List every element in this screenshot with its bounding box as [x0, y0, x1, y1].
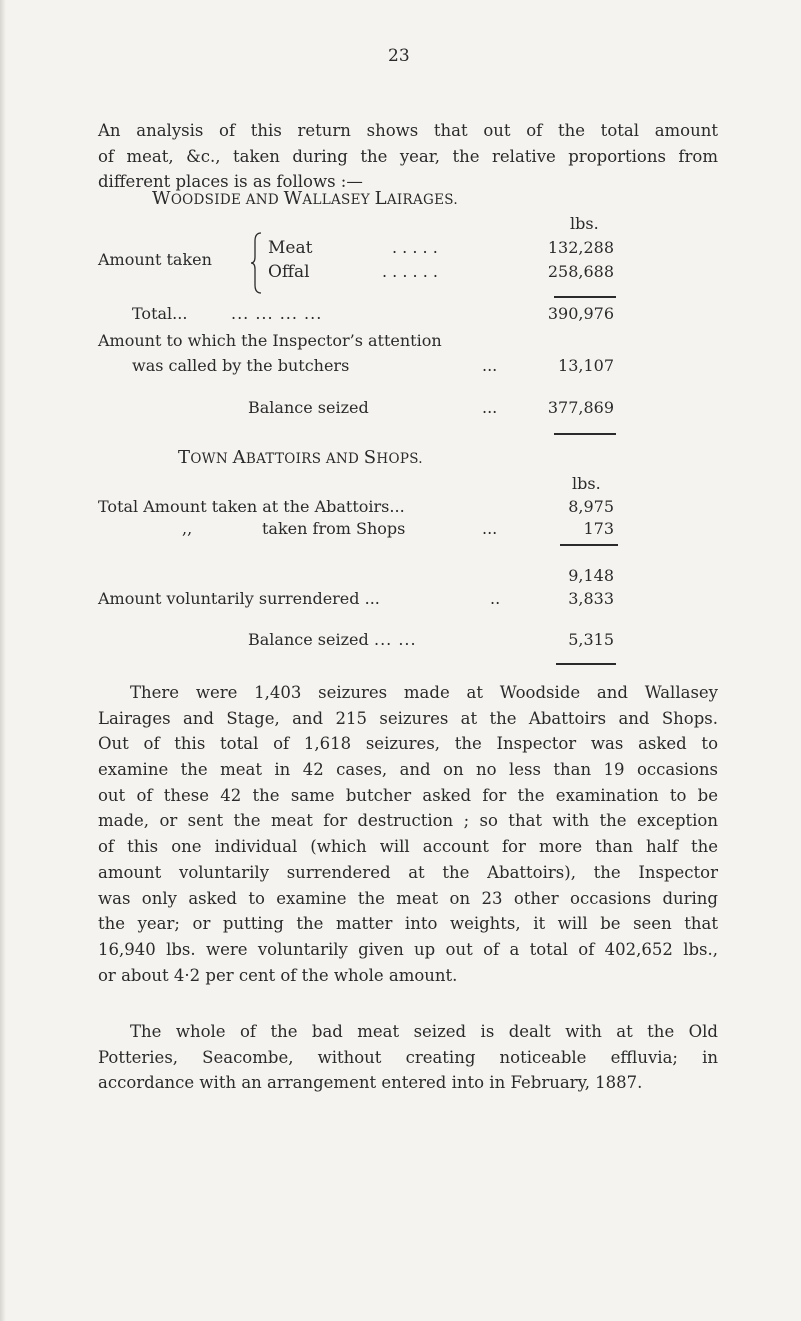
town-unit: lbs. [572, 474, 601, 493]
shops-dots: ... [482, 519, 498, 538]
woodside-heading: WOODSIDE AND WALLASEY LAIRAGES. [152, 188, 458, 209]
inspector-dots: ... [482, 356, 498, 375]
p2-line-11: 16,940 lbs. were voluntarily given up out of a total of 402,652 lbs., [98, 939, 718, 959]
inspector-line-1: Amount to which the Inspector’s attention [98, 331, 442, 350]
p2-line-2: Lairages and Stage, and 215 seizures at the Abattoirs and Shops. [98, 708, 718, 728]
p3-line-3: accordance with an arrangement entered into in February, 1887. [98, 1073, 643, 1093]
shops-prefix: ,, [182, 519, 193, 538]
town-balance-value: 5,315 [568, 630, 614, 649]
total-dots: ... ... ... ... [231, 304, 323, 323]
p2-line-6: made, or sent the meat for destruction ; so that with the exception [98, 811, 718, 831]
town-balance-label: Balance seized [248, 630, 369, 649]
inspector-line-2: was called by the butchers [132, 356, 350, 375]
meat-label: Meat [268, 238, 313, 258]
disposal-paragraph [98, 1019, 718, 1096]
woodside-balance-value: 377,869 [547, 398, 614, 417]
p2-line-9: was only asked to examine the meat on 23 other occasions during [98, 888, 718, 908]
rule-woodside-balance [554, 433, 616, 435]
surrendered-value: 3,833 [568, 589, 614, 608]
p2-line-10: the year; or putting the matter into weights, it will be seen that [98, 914, 718, 934]
offal-value: 258,688 [547, 262, 614, 281]
offal-label: Offal [268, 262, 310, 282]
p2-line-8: amount voluntarily surrendered at the Abattoirs), the Inspector [98, 862, 718, 882]
surrendered-label: Amount voluntarily surrendered ... [98, 589, 380, 608]
surrendered-dots: .. [490, 589, 501, 608]
p2-line-1: There were 1,403 seizures made at Woodside and Wallasey [130, 683, 718, 702]
intro-line-1: An analysis of this return shows that out of the total amount [98, 121, 718, 140]
seizures-paragraph [98, 680, 718, 988]
shops-value: 173 [583, 519, 614, 538]
subtotal-value: 9,148 [568, 566, 614, 585]
total-label: Total... [132, 304, 188, 323]
p3-line-1: The whole of the bad meat seized is dealt with at the Old [130, 1022, 718, 1041]
p2-line-5: out of these 42 the same butcher asked for the examination to be [98, 785, 718, 805]
total-value: 390,976 [547, 304, 614, 323]
rule-subtotal [560, 544, 618, 546]
p3-line-2: Potteries, Seacombe, without creating noticeable effluvia; in [98, 1047, 718, 1067]
abattoirs-value: 8,975 [568, 497, 614, 516]
meat-dots: . . . . . [392, 238, 438, 257]
shops-label: taken from Shops [262, 519, 406, 538]
woodside-unit: lbs. [570, 214, 599, 233]
amount-taken-label: Amount taken [98, 250, 212, 269]
p2-line-3: Out of this total of 1,618 seizures, the Inspector was asked to [98, 734, 718, 754]
town-heading: TOWN ABATTOIRS AND SHOPS. [178, 447, 423, 468]
page-number: 23 [388, 46, 410, 66]
p2-line-12: or about 4·2 per cent of the whole amount. [98, 965, 458, 985]
town-balance-dots: ... ... [374, 630, 417, 649]
meat-value: 132,288 [547, 238, 614, 257]
rule-town-balance [556, 663, 616, 665]
inspector-value: 13,107 [558, 356, 614, 375]
offal-dots: . . . . . . [382, 262, 438, 281]
intro-line-2: of meat, &c., taken during the year, the relative proportions from [98, 146, 718, 166]
intro-paragraph [98, 118, 718, 195]
woodside-balance-dots: ... [482, 398, 498, 417]
page-edge [0, 0, 6, 1321]
brace-icon [250, 231, 264, 295]
woodside-balance-label: Balance seized [248, 398, 369, 417]
rule-total [554, 296, 616, 298]
p2-line-4: examine the meat in 42 cases, and on no less than 19 occasions [98, 760, 718, 780]
abattoirs-label: Total Amount taken at the Abattoirs... [98, 497, 405, 516]
p2-line-7: of this one individual (which will account for more than half the [98, 837, 718, 857]
intro-line-3: different places is as follows :— [98, 172, 363, 192]
